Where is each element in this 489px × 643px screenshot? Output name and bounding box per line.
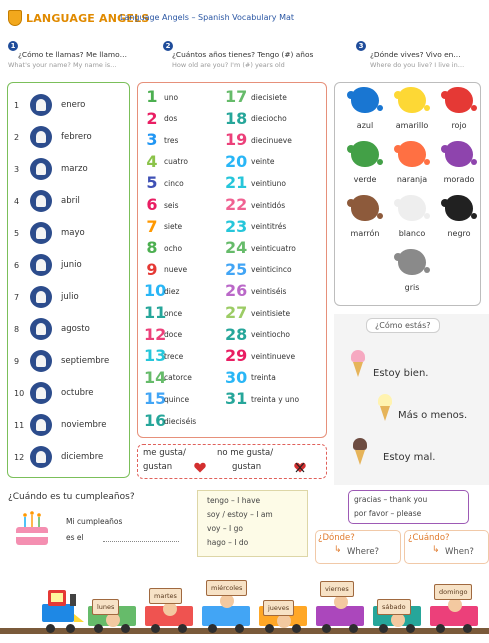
child-icon [334,595,348,609]
wagon-wheel [349,624,358,633]
number-word: once [164,308,183,318]
section-2-question: ¿Cuántos años tienes? Tengo (#) años [172,50,314,59]
number-digit: 15 [144,389,167,409]
number-row [144,238,182,258]
train-wagon [316,606,364,626]
month-name: agosto [61,324,90,334]
number-word: veintiocho [251,330,290,340]
feeling-so-so: Más o menos. [398,410,468,421]
paint-splash-icon [445,195,473,221]
birthday-answer-line2: es el [66,533,84,542]
color-name: gris [404,283,420,292]
month-picture-icon [30,446,52,468]
number-row [225,260,292,280]
month-row [14,379,94,407]
where-english: Where? [347,547,380,557]
section-3-question: ¿Dónde vives? Vivo en… [370,50,461,59]
number-word: diecisiete [251,92,287,102]
month-number: 12 [14,452,25,462]
number-word: veintidós [251,200,286,210]
month-picture-icon [30,350,52,372]
ice-cream-cone [355,450,365,465]
color-name: rojo [451,121,467,130]
child-icon [106,613,120,627]
number-word: cinco [164,178,184,188]
number-digit: 1 [146,87,158,106]
month-row [14,91,85,119]
number-digit: 20 [225,151,248,171]
ice-cream-scoop [351,350,365,362]
number-digit: 26 [225,281,248,301]
number-row [225,325,290,345]
month-number: 10 [14,388,25,398]
section-2-translation: How old are you? I'm (#) years old [172,61,285,69]
number-word: veintiséis [251,286,287,296]
when-english: When? [445,547,474,557]
number-digit: 30 [225,367,248,387]
color-name: morado [443,175,475,184]
happy-ice-cream-icon [351,350,365,377]
paint-splash-icon [398,87,426,113]
child-icon [163,602,177,616]
child-icon [448,598,462,612]
number-digit: 9 [146,259,158,279]
number-word: doce [164,330,183,340]
number-word: trece [164,351,184,361]
number-digit: 4 [146,151,158,171]
month-row [14,347,109,375]
number-row [225,389,299,409]
verb-item: voy – I go [207,524,243,533]
number-word: dieciséis [164,416,197,426]
month-row [14,443,103,471]
politeness-item: por favor – please [354,509,422,518]
ice-cream-cone [380,406,390,421]
cake-icon [14,509,50,547]
logo-text: LANGUAGE ANGELS [26,11,150,25]
number-digit: 21 [225,173,248,193]
number-word: quince [164,394,190,404]
month-picture-icon [30,94,52,116]
number-row [225,152,274,172]
number-digit: 31 [225,389,248,409]
color-name: marrón [350,229,380,238]
politeness-item: gracias – thank you [354,495,428,504]
number-row [144,281,179,301]
number-digit: 29 [225,346,248,366]
month-number: 4 [14,196,20,206]
number-word: diez [164,286,180,296]
wagon-wheel [379,624,388,633]
day-sign: sábado [377,599,411,615]
month-name: junio [61,260,82,270]
color-item [341,195,389,255]
month-picture-icon [30,222,52,244]
number-digit: 14 [144,367,167,387]
number-row [144,325,182,345]
paint-splash-icon [398,195,426,221]
month-name: mayo [61,228,85,238]
month-picture-icon [30,158,52,180]
number-digit: 8 [146,238,158,258]
month-number: 2 [14,132,20,142]
number-word: ocho [164,243,183,253]
number-word: uno [164,92,179,102]
train-engine-icon [40,584,84,626]
verb-item: soy / estoy – I am [207,510,273,519]
number-row [225,109,287,129]
month-name: abril [61,196,80,206]
month-number: 7 [14,292,20,302]
number-word: veintitrés [251,222,287,232]
number-digit: 28 [225,324,248,344]
wagon-wheel [121,624,130,633]
number-digit: 12 [144,324,167,344]
number-row [225,87,287,107]
paint-splash-icon [398,141,426,167]
month-row [14,123,92,151]
month-picture-icon [30,126,52,148]
feelings-question: ¿Cómo estás? [366,318,440,333]
number-word: cuatro [164,157,188,167]
number-digit: 10 [144,281,167,301]
number-row [225,195,285,215]
color-item [341,141,389,201]
number-row [225,173,286,193]
number-row [144,173,184,193]
number-row [225,303,290,323]
month-name: enero [61,100,86,110]
wagon-wheel [265,624,274,633]
birthday-answer-line1: Mi cumpleaños [66,517,123,526]
feeling-bad: Estoy mal. [383,452,436,463]
month-number: 1 [14,100,20,110]
day-sign: jueves [263,600,294,616]
birthday-question: ¿Cuándo es tu cumpleaños? [8,492,135,502]
color-name: naranja [396,175,428,184]
number-row [144,217,182,237]
color-item [435,87,483,147]
color-name: azul [356,121,374,130]
number-word: veintinueve [251,351,296,361]
number-digit: 25 [225,259,248,279]
verb-item: hago – I do [207,538,249,547]
section-number-1: 1 [8,41,18,51]
number-word: veinticuatro [251,243,296,253]
number-row [144,260,187,280]
number-row [144,411,196,431]
month-row [14,219,85,247]
crossed-heart-icon [294,462,306,473]
dislikes-text-line1: no me gusta/ [217,448,274,458]
number-row [144,152,188,172]
section-number-3: 3 [356,41,366,51]
day-sign: miércoles [206,580,247,596]
number-row [225,368,276,388]
number-digit: 6 [146,195,158,214]
number-digit: 11 [144,303,167,322]
color-name: amarillo [395,121,429,130]
wagon-wheel [178,624,187,633]
number-row [225,238,296,258]
ice-cream-cone [353,362,363,377]
month-row [14,315,90,343]
month-number: 8 [14,324,20,334]
month-number: 6 [14,260,20,270]
color-name: verde [353,175,377,184]
dislikes-text-line2: gustan [232,462,262,472]
number-row [144,389,189,409]
number-row [225,346,295,366]
paint-splash-icon [351,195,379,221]
month-picture-icon [30,190,52,212]
month-name: julio [61,292,79,302]
feeling-good: Estoy bien. [373,368,429,379]
wagon-wheel [436,624,445,633]
wagon-wheel [94,624,103,633]
number-row [144,303,182,323]
month-picture-icon [30,382,52,404]
wagon-wheel [406,624,415,633]
month-number: 5 [14,228,20,238]
number-digit: 13 [144,346,167,366]
number-digit: 23 [225,216,248,236]
wagon-wheel [463,624,472,633]
verb-item: tengo – I have [207,496,261,505]
arrow-icon: ↳ [432,545,440,555]
section-3-translation: Where do you live? I live in… [370,61,465,69]
number-word: dos [164,114,178,124]
number-row [225,217,286,237]
day-sign: lunes [92,599,119,615]
paint-splash-icon [445,87,473,113]
number-digit: 27 [225,303,248,322]
child-icon [277,614,291,628]
month-row [14,283,79,311]
number-digit: 3 [146,130,158,150]
number-row [144,87,178,107]
number-word: catorce [164,373,192,383]
month-name: diciembre [61,452,104,462]
likes-text-line1: me gusta/ [143,448,186,458]
number-digit: 17 [225,87,248,106]
month-number: 9 [14,356,20,366]
color-name: blanco [398,229,426,238]
neutral-ice-cream-icon [378,394,392,421]
color-item [341,87,389,147]
month-name: septiembre [61,356,110,366]
engine-wheel [66,624,75,633]
paint-splash-icon [398,249,426,275]
month-picture-icon [30,254,52,276]
month-name: marzo [61,164,88,174]
likes-text-line2: gustan [143,462,173,472]
number-digit: 16 [144,411,167,430]
number-word: tres [164,135,179,145]
number-digit: 19 [225,130,248,150]
number-row [144,109,177,129]
month-number: 11 [14,420,25,430]
section-1-translation: What's your name? My name is… [8,61,117,69]
month-name: octubre [61,388,94,398]
where-spanish: ¿Dónde? [318,533,355,543]
wagon-wheel [235,624,244,633]
wagon-wheel [208,624,217,633]
page-title: Language Angels – Spanish Vocabulary Mat [120,13,295,22]
color-item [388,195,436,255]
paint-splash-icon [445,141,473,167]
month-number: 3 [14,164,20,174]
wagon-wheel [292,624,301,633]
heart-icon [194,462,206,473]
ice-cream-scoop [378,394,392,406]
sad-ice-cream-icon [353,438,367,465]
number-word: seis [164,200,179,210]
month-name: febrero [61,132,92,142]
section-number-2: 2 [163,41,173,51]
number-word: veinte [251,157,275,167]
birthday-writing-line [103,541,179,542]
month-row [14,187,80,215]
color-item [388,249,436,309]
wagon-wheel [322,624,331,633]
month-row [14,411,106,439]
arrow-icon: ↳ [334,545,342,555]
paint-splash-icon [351,141,379,167]
number-digit: 7 [146,216,158,236]
number-digit: 22 [225,195,248,214]
number-word: veintisiete [251,308,291,318]
color-item [435,141,483,201]
number-word: dieciocho [251,114,287,124]
number-row [144,130,178,150]
paint-splash-icon [351,87,379,113]
number-word: nueve [164,265,188,275]
engine-wheel [46,624,55,633]
day-sign: domingo [434,584,472,600]
when-spanish: ¿Cuándo? [408,533,450,543]
number-word: treinta y uno [251,394,300,404]
number-digit: 24 [225,238,248,258]
number-word: treinta [251,373,276,383]
day-sign: viernes [320,581,354,597]
month-picture-icon [30,318,52,340]
color-item [388,87,436,147]
number-word: veinticinco [251,265,292,275]
shield-icon [8,10,22,26]
month-row [14,155,88,183]
month-name: noviembre [61,420,107,430]
child-icon [220,594,234,608]
train-wagon [202,606,250,626]
number-row [225,130,292,150]
color-name: negro [447,229,471,238]
number-row [144,346,183,366]
child-icon [391,613,405,627]
number-digit: 2 [146,108,158,128]
section-1-question: ¿Cómo te llamas? Me llamo… [18,50,127,59]
number-row [225,281,286,301]
number-row [144,368,192,388]
number-word: veintiuno [251,178,287,188]
month-picture-icon [30,286,52,308]
day-sign: martes [149,588,182,604]
month-row [14,251,82,279]
wagon-wheel [151,624,160,633]
number-digit: 18 [225,108,248,128]
ice-cream-scoop [353,438,367,450]
number-row [144,195,179,215]
color-item [388,141,436,201]
month-picture-icon [30,414,52,436]
number-word: siete [164,222,183,232]
color-item [435,195,483,255]
number-digit: 5 [146,173,158,193]
number-word: diecinueve [251,135,292,145]
